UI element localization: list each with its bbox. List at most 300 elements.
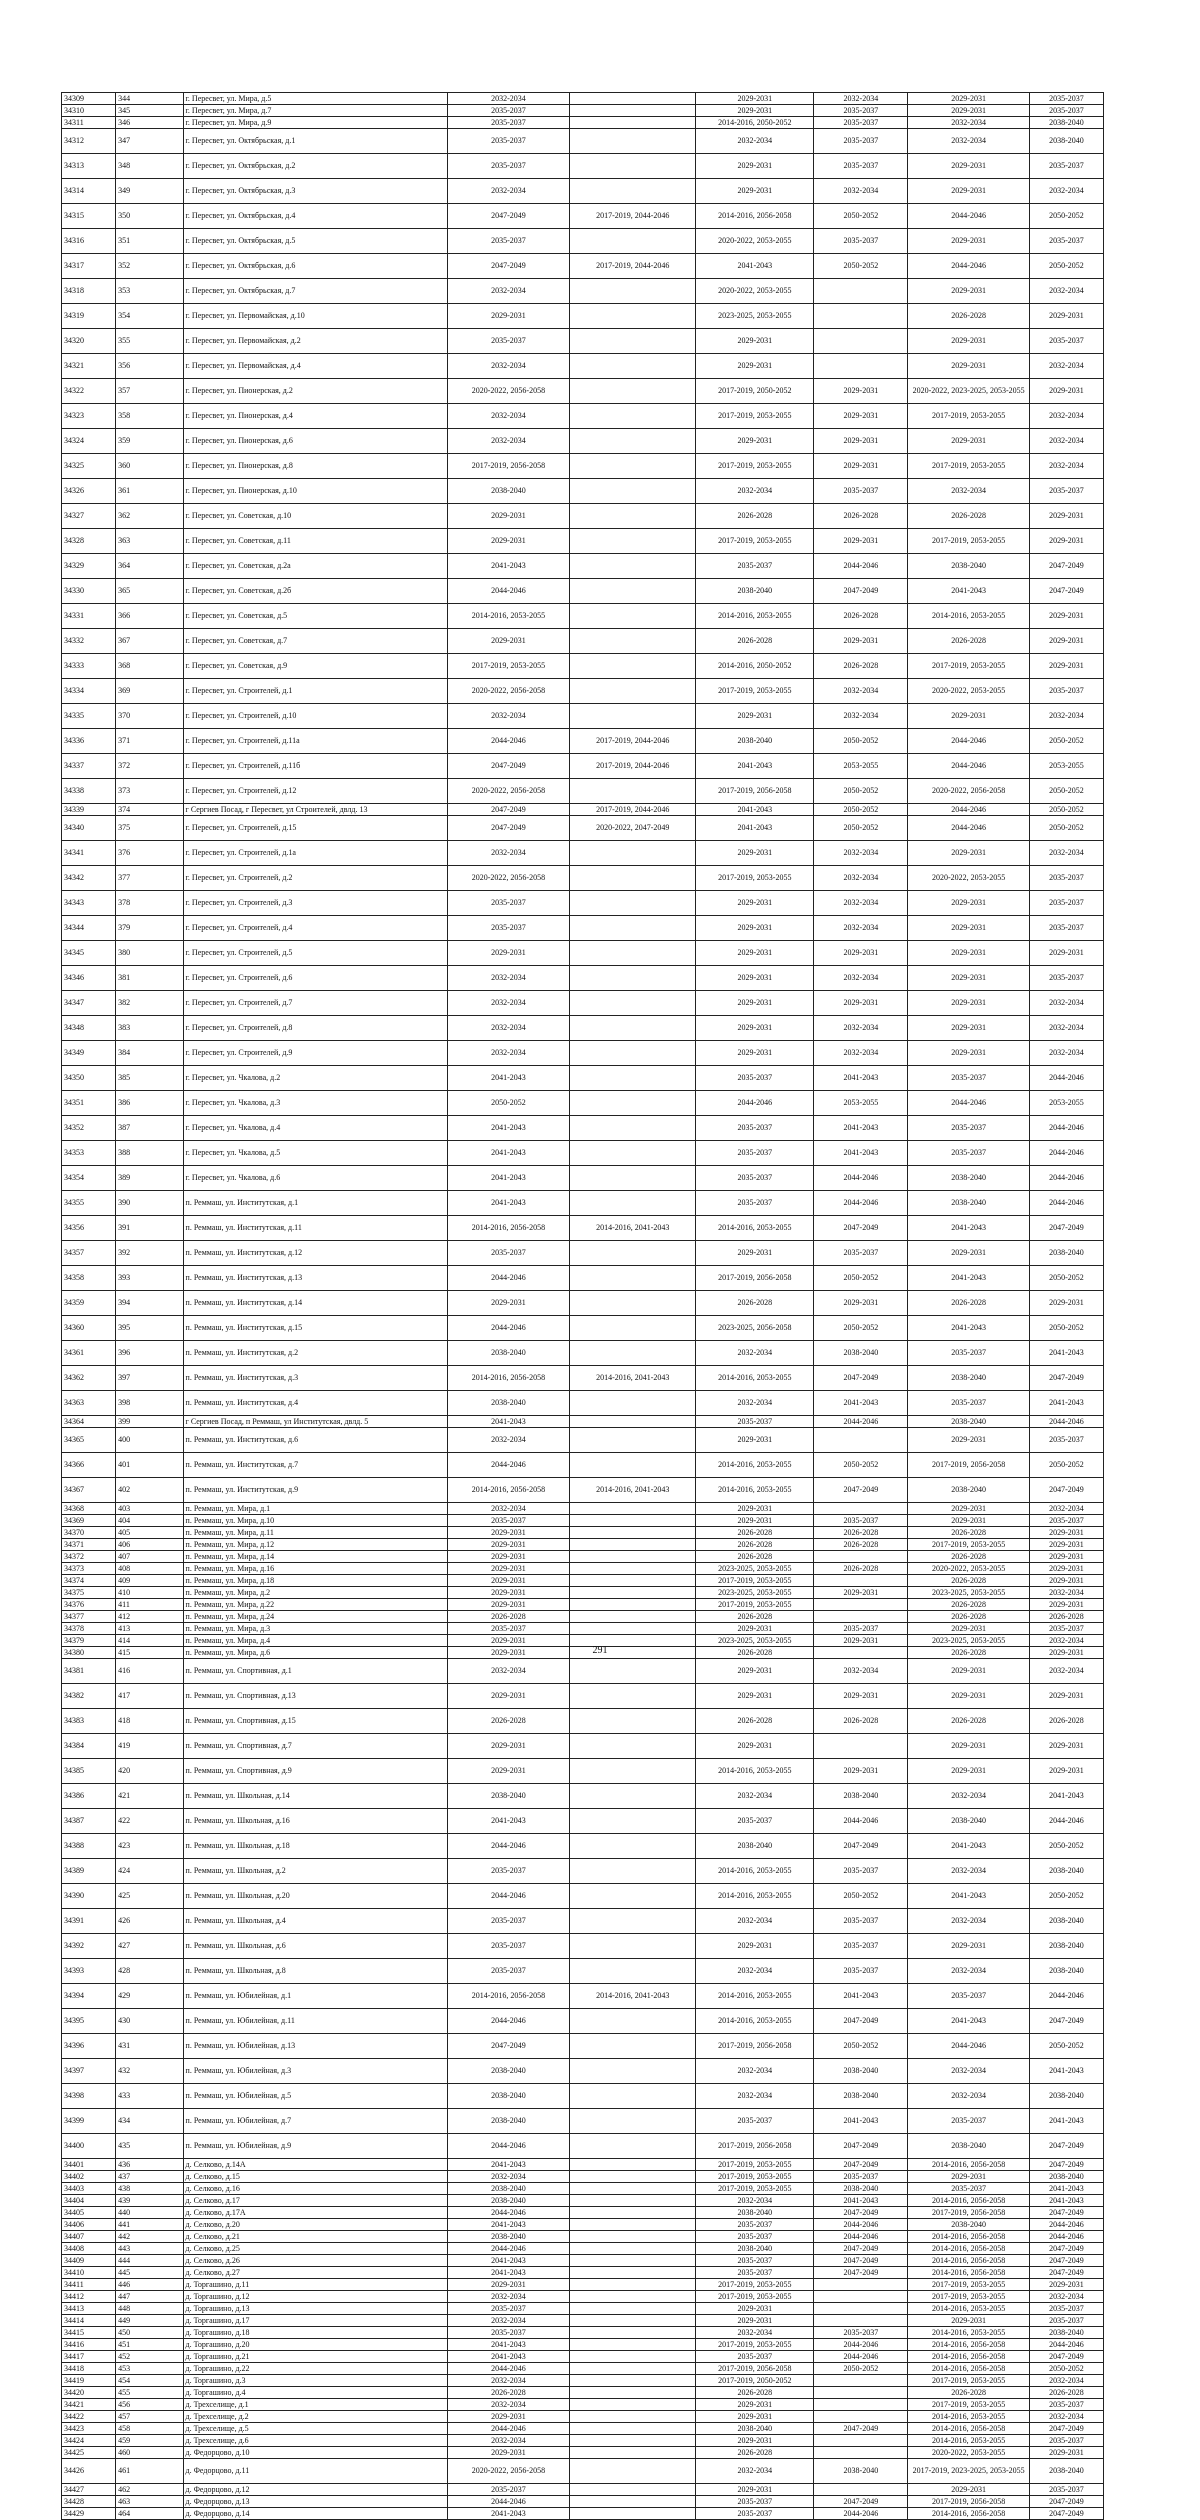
period-cell-2 [570, 154, 696, 179]
period-cell-6: 2047-2049 [1029, 1366, 1103, 1391]
address-cell: п. Реммаш, ул. Спортивная, д.9 [183, 1759, 447, 1784]
period-cell-4: 2050-2052 [814, 1266, 908, 1291]
row-number-cell: 429 [116, 1984, 183, 2009]
row-id-cell: 34427 [62, 2484, 116, 2496]
period-cell-4: 2029-2031 [814, 429, 908, 454]
period-cell-3: 2029-2031 [696, 991, 814, 1016]
row-number-cell: 352 [116, 254, 183, 279]
period-cell-5: 2029-2031 [908, 891, 1030, 916]
address-cell: п. Реммаш, ул. Школьная, д.6 [183, 1934, 447, 1959]
period-cell-5: 2026-2028 [908, 1527, 1030, 1539]
period-cell-6: 2035-2037 [1029, 2315, 1103, 2327]
row-id-cell: 34423 [62, 2423, 116, 2435]
period-cell-4: 2035-2037 [814, 1934, 908, 1959]
row-id-cell: 34419 [62, 2375, 116, 2387]
period-cell-1: 2035-2037 [447, 117, 570, 129]
period-cell-5: 2029-2031 [908, 991, 1030, 1016]
period-cell-4: 2038-2040 [814, 2459, 908, 2484]
period-cell-6: 2047-2049 [1029, 1478, 1103, 1503]
period-cell-6: 2047-2049 [1029, 1216, 1103, 1241]
period-cell-6: 2035-2037 [1029, 1623, 1103, 1635]
period-cell-3: 2029-2031 [696, 1934, 814, 1959]
period-cell-2 [570, 229, 696, 254]
period-cell-5: 2014-2016, 2053-2055 [908, 2327, 1030, 2339]
row-number-cell: 392 [116, 1241, 183, 1266]
address-cell: д. Торгашино, д.3 [183, 2375, 447, 2387]
row-id-cell: 34355 [62, 1191, 116, 1216]
row-id-cell: 34369 [62, 1515, 116, 1527]
row-number-cell: 432 [116, 2059, 183, 2084]
period-cell-6: 2035-2037 [1029, 866, 1103, 891]
period-cell-1: 2029-2031 [447, 1759, 570, 1784]
period-cell-3: 2017-2019, 2053-2055 [696, 679, 814, 704]
period-cell-2 [570, 529, 696, 554]
period-cell-5: 2044-2046 [908, 754, 1030, 779]
period-cell-2 [570, 654, 696, 679]
period-cell-4: 2047-2049 [814, 2267, 908, 2279]
row-number-cell: 434 [116, 2109, 183, 2134]
table-row [62, 991, 1104, 1016]
period-cell-1: 2032-2034 [447, 2375, 570, 2387]
row-number-cell: 355 [116, 329, 183, 354]
period-cell-5: 2038-2040 [908, 1809, 1030, 1834]
period-cell-4: 2044-2046 [814, 2339, 908, 2351]
period-cell-1: 2038-2040 [447, 2059, 570, 2084]
period-cell-1: 2032-2034 [447, 93, 570, 105]
period-cell-3: 2032-2034 [696, 2084, 814, 2109]
period-cell-2 [570, 1563, 696, 1575]
period-cell-1: 2038-2040 [447, 2195, 570, 2207]
row-id-cell: 34363 [62, 1391, 116, 1416]
period-cell-1: 2041-2043 [447, 1191, 570, 1216]
row-number-cell: 457 [116, 2411, 183, 2423]
period-cell-4: 2038-2040 [814, 2059, 908, 2084]
period-cell-5: 2035-2037 [908, 2109, 1030, 2134]
period-cell-3: 2029-2031 [696, 1241, 814, 1266]
period-cell-4: 2050-2052 [814, 1884, 908, 1909]
row-number-cell: 449 [116, 2315, 183, 2327]
row-number-cell: 365 [116, 579, 183, 604]
period-cell-2 [570, 579, 696, 604]
period-cell-3: 2029-2031 [696, 941, 814, 966]
table-row [62, 2159, 1104, 2171]
period-cell-5: 2029-2031 [908, 1934, 1030, 1959]
period-cell-1: 2044-2046 [447, 2207, 570, 2219]
period-cell-2 [570, 991, 696, 1016]
table-row [62, 1984, 1104, 2009]
period-cell-6: 2029-2031 [1029, 1551, 1103, 1563]
address-cell: г. Пересвет, ул. Чкалова, д.2 [183, 1066, 447, 1091]
row-id-cell: 34429 [62, 2508, 116, 2520]
period-cell-1: 2035-2037 [447, 105, 570, 117]
period-cell-3: 2029-2031 [696, 354, 814, 379]
period-cell-6: 2047-2049 [1029, 2134, 1103, 2159]
period-cell-3: 2041-2043 [696, 754, 814, 779]
period-cell-1: 2035-2037 [447, 129, 570, 154]
period-cell-1: 2026-2028 [447, 2387, 570, 2399]
period-cell-5: 2017-2019, 2053-2055 [908, 654, 1030, 679]
table-row [62, 941, 1104, 966]
period-cell-6: 2038-2040 [1029, 2459, 1103, 2484]
row-id-cell: 34414 [62, 2315, 116, 2327]
period-cell-4: 2047-2049 [814, 2207, 908, 2219]
period-cell-6: 2032-2034 [1029, 179, 1103, 204]
period-cell-6: 2041-2043 [1029, 1391, 1103, 1416]
address-cell: п. Реммаш, ул. Юбилейная, д.11 [183, 2009, 447, 2034]
period-cell-1: 2026-2028 [447, 1709, 570, 1734]
period-cell-5: 2038-2040 [908, 554, 1030, 579]
period-cell-4: 2050-2052 [814, 1316, 908, 1341]
period-cell-6: 2050-2052 [1029, 816, 1103, 841]
row-id-cell: 34338 [62, 779, 116, 804]
row-id-cell: 34350 [62, 1066, 116, 1091]
row-id-cell: 34420 [62, 2387, 116, 2399]
table-row [62, 654, 1104, 679]
row-number-cell: 368 [116, 654, 183, 679]
period-cell-2 [570, 2435, 696, 2447]
period-cell-1: 2032-2034 [447, 2399, 570, 2411]
address-cell: п. Реммаш, ул. Мира, д.1 [183, 1503, 447, 1515]
row-id-cell: 34418 [62, 2363, 116, 2375]
period-cell-4: 2035-2037 [814, 1623, 908, 1635]
period-cell-2 [570, 179, 696, 204]
period-cell-6: 2032-2034 [1029, 1016, 1103, 1041]
address-cell: п. Реммаш, ул. Мира, д.12 [183, 1539, 447, 1551]
period-cell-4: 2044-2046 [814, 1809, 908, 1834]
row-id-cell: 34396 [62, 2034, 116, 2059]
period-cell-2 [570, 1959, 696, 1984]
period-cell-3: 2038-2040 [696, 1834, 814, 1859]
row-number-cell: 387 [116, 1116, 183, 1141]
row-number-cell: 450 [116, 2327, 183, 2339]
table-row [62, 1527, 1104, 1539]
address-cell: г. Пересвет, ул. Строителей, д.5 [183, 941, 447, 966]
period-cell-5: 2029-2031 [908, 1515, 1030, 1527]
period-cell-4: 2032-2034 [814, 679, 908, 704]
address-cell: г. Пересвет, ул. Октябрьская, д.6 [183, 254, 447, 279]
row-number-cell: 428 [116, 1959, 183, 1984]
table-row [62, 579, 1104, 604]
period-cell-4: 2029-2031 [814, 1635, 908, 1647]
period-cell-1: 2047-2049 [447, 204, 570, 229]
period-cell-6: 2050-2052 [1029, 2363, 1103, 2375]
period-cell-3: 2029-2031 [696, 2484, 814, 2496]
period-cell-5: 2044-2046 [908, 804, 1030, 816]
address-cell: г. Пересвет, ул. Строителей, д.11а [183, 729, 447, 754]
period-cell-4: 2047-2049 [814, 1478, 908, 1503]
period-cell-6: 2050-2052 [1029, 2034, 1103, 2059]
row-id-cell: 34399 [62, 2109, 116, 2134]
period-cell-3: 2014-2016, 2056-2058 [696, 204, 814, 229]
row-id-cell: 34397 [62, 2059, 116, 2084]
period-cell-3: 2023-2025, 2053-2055 [696, 1635, 814, 1647]
period-cell-1: 2029-2031 [447, 1647, 570, 1659]
period-cell-1: 2032-2034 [447, 2315, 570, 2327]
address-cell: г. Пересвет, ул. Советская, д.2б [183, 579, 447, 604]
period-cell-2 [570, 1191, 696, 1216]
period-cell-5: 2017-2019, 2053-2055 [908, 454, 1030, 479]
period-cell-3: 2032-2034 [696, 1909, 814, 1934]
period-cell-4: 2050-2052 [814, 779, 908, 804]
period-cell-2 [570, 2084, 696, 2109]
row-id-cell: 34380 [62, 1647, 116, 1659]
period-cell-2 [570, 1116, 696, 1141]
period-cell-4: 2047-2049 [814, 2009, 908, 2034]
period-cell-4: 2029-2031 [814, 404, 908, 429]
period-cell-3: 2035-2037 [696, 1809, 814, 1834]
period-cell-3: 2014-2016, 2053-2055 [696, 1759, 814, 1784]
period-cell-2: 2014-2016, 2041-2043 [570, 1366, 696, 1391]
row-number-cell: 404 [116, 1515, 183, 1527]
period-cell-1: 2014-2016, 2056-2058 [447, 1478, 570, 1503]
period-cell-1: 2020-2022, 2056-2058 [447, 866, 570, 891]
table-row [62, 179, 1104, 204]
period-cell-1: 2035-2037 [447, 154, 570, 179]
row-number-cell: 383 [116, 1016, 183, 1041]
period-cell-2 [570, 504, 696, 529]
row-number-cell: 386 [116, 1091, 183, 1116]
period-cell-6: 2038-2040 [1029, 117, 1103, 129]
row-number-cell: 451 [116, 2339, 183, 2351]
period-cell-6: 2047-2049 [1029, 2423, 1103, 2435]
row-id-cell: 34398 [62, 2084, 116, 2109]
period-cell-2 [570, 2219, 696, 2231]
period-cell-4: 2050-2052 [814, 816, 908, 841]
row-id-cell: 34333 [62, 654, 116, 679]
period-cell-5: 2032-2034 [908, 1784, 1030, 1809]
row-number-cell: 367 [116, 629, 183, 654]
period-cell-6: 2035-2037 [1029, 891, 1103, 916]
period-cell-6: 2029-2031 [1029, 2447, 1103, 2459]
period-cell-4: 2050-2052 [814, 204, 908, 229]
period-cell-5: 2029-2031 [908, 1241, 1030, 1266]
table-row [62, 105, 1104, 117]
address-cell: п. Реммаш, ул. Школьная, д.4 [183, 1909, 447, 1934]
period-cell-5: 2014-2016, 2056-2058 [908, 2267, 1030, 2279]
period-cell-1: 2029-2031 [447, 1551, 570, 1563]
period-cell-5: 2017-2019, 2056-2058 [908, 2207, 1030, 2219]
row-id-cell: 34321 [62, 354, 116, 379]
period-cell-5: 2041-2043 [908, 2009, 1030, 2034]
address-cell: д. Селково, д.20 [183, 2219, 447, 2231]
period-cell-1: 2035-2037 [447, 1515, 570, 1527]
address-cell: п. Реммаш, ул. Школьная, д.16 [183, 1809, 447, 1834]
address-cell: г Сергиев Посад, п Реммаш, ул Институтская, двлд. 5 [183, 1416, 447, 1428]
address-cell: д. Селково, д.21 [183, 2231, 447, 2243]
period-cell-4: 2044-2046 [814, 1416, 908, 1428]
period-cell-2 [570, 941, 696, 966]
period-cell-5: 2029-2031 [908, 2484, 1030, 2496]
period-cell-6: 2032-2034 [1029, 1587, 1103, 1599]
period-cell-2 [570, 2399, 696, 2411]
row-id-cell: 34315 [62, 204, 116, 229]
period-cell-2 [570, 1141, 696, 1166]
period-cell-5: 2026-2028 [908, 1709, 1030, 1734]
period-cell-6: 2041-2043 [1029, 2109, 1103, 2134]
period-cell-6: 2029-2031 [1029, 941, 1103, 966]
period-cell-5: 2020-2022, 2053-2055 [908, 1563, 1030, 1575]
address-cell: г. Пересвет, ул. Октябрьская, д.5 [183, 229, 447, 254]
period-cell-5: 2017-2019, 2053-2055 [908, 404, 1030, 429]
period-cell-5: 2029-2031 [908, 354, 1030, 379]
period-cell-5: 2014-2016, 2056-2058 [908, 2363, 1030, 2375]
address-cell: г. Пересвет, ул. Мира, д.7 [183, 105, 447, 117]
table-row [62, 2267, 1104, 2279]
period-cell-4 [814, 2303, 908, 2315]
period-cell-1: 2047-2049 [447, 2034, 570, 2059]
address-cell: д. Селково, д.27 [183, 2267, 447, 2279]
period-cell-6: 2029-2031 [1029, 304, 1103, 329]
period-cell-2 [570, 866, 696, 891]
address-cell: г. Пересвет, ул. Советская, д.2а [183, 554, 447, 579]
row-id-cell: 34378 [62, 1623, 116, 1635]
period-cell-6: 2032-2034 [1029, 1659, 1103, 1684]
period-cell-1: 2035-2037 [447, 2327, 570, 2339]
period-cell-6: 2035-2037 [1029, 2399, 1103, 2411]
row-number-cell: 461 [116, 2459, 183, 2484]
period-cell-2 [570, 1575, 696, 1587]
period-cell-6: 2032-2034 [1029, 704, 1103, 729]
period-cell-1: 2029-2031 [447, 1635, 570, 1647]
period-cell-6: 2044-2046 [1029, 2231, 1103, 2243]
period-cell-1: 2014-2016, 2056-2058 [447, 1984, 570, 2009]
address-cell: г. Пересвет, ул. Октябрьская, д.3 [183, 179, 447, 204]
period-cell-5: 2032-2034 [908, 1859, 1030, 1884]
table-row [62, 1478, 1104, 1503]
address-cell: д. Селково, д.17 [183, 2195, 447, 2207]
period-cell-3: 2035-2037 [696, 1066, 814, 1091]
period-cell-2 [570, 1684, 696, 1709]
period-cell-3: 2029-2031 [696, 1041, 814, 1066]
period-cell-5: 2026-2028 [908, 1611, 1030, 1623]
capital-repair-schedule-table [61, 92, 1104, 2520]
row-number-cell: 409 [116, 1575, 183, 1587]
period-cell-6: 2050-2052 [1029, 804, 1103, 816]
period-cell-1: 2032-2034 [447, 354, 570, 379]
period-cell-1: 2035-2037 [447, 229, 570, 254]
table-row [62, 1734, 1104, 1759]
row-number-cell: 345 [116, 105, 183, 117]
table-row [62, 2351, 1104, 2363]
address-cell: п. Реммаш, ул. Юбилейная, д.3 [183, 2059, 447, 2084]
period-cell-1: 2014-2016, 2056-2058 [447, 1366, 570, 1391]
row-number-cell: 382 [116, 991, 183, 1016]
period-cell-6: 2032-2034 [1029, 1503, 1103, 1515]
row-id-cell: 34331 [62, 604, 116, 629]
period-cell-3: 2035-2037 [696, 1141, 814, 1166]
period-cell-2 [570, 129, 696, 154]
period-cell-1: 2044-2046 [447, 1316, 570, 1341]
period-cell-3: 2035-2037 [696, 2231, 814, 2243]
period-cell-1: 2029-2031 [447, 1527, 570, 1539]
table-row [62, 2255, 1104, 2267]
address-cell: г. Пересвет, ул. Чкалова, д.4 [183, 1116, 447, 1141]
period-cell-4 [814, 1599, 908, 1611]
address-cell: д. Торгашино, д.20 [183, 2339, 447, 2351]
row-id-cell: 34323 [62, 404, 116, 429]
period-cell-6: 2050-2052 [1029, 204, 1103, 229]
table-row [62, 1575, 1104, 1587]
period-cell-2 [570, 2109, 696, 2134]
period-cell-1: 2035-2037 [447, 329, 570, 354]
period-cell-1: 2020-2022, 2056-2058 [447, 379, 570, 404]
row-id-cell: 34385 [62, 1759, 116, 1784]
period-cell-6: 2029-2031 [1029, 1599, 1103, 1611]
row-number-cell: 412 [116, 1611, 183, 1623]
period-cell-5: 2038-2040 [908, 1416, 1030, 1428]
row-number-cell: 425 [116, 1884, 183, 1909]
address-cell: д. Селково, д.25 [183, 2243, 447, 2255]
period-cell-2 [570, 1066, 696, 1091]
period-cell-6: 2050-2052 [1029, 1453, 1103, 1478]
period-cell-5: 2029-2031 [908, 279, 1030, 304]
period-cell-1: 2041-2043 [447, 2219, 570, 2231]
period-cell-2 [570, 1416, 696, 1428]
table-row [62, 2411, 1104, 2423]
address-cell: п. Реммаш, ул. Мира, д.6 [183, 1647, 447, 1659]
period-cell-4: 2026-2028 [814, 604, 908, 629]
row-id-cell: 34348 [62, 1016, 116, 1041]
period-cell-5: 2044-2046 [908, 254, 1030, 279]
period-cell-2: 2020-2022, 2047-2049 [570, 816, 696, 841]
table-row [62, 2315, 1104, 2327]
period-cell-1: 2047-2049 [447, 754, 570, 779]
row-id-cell: 34411 [62, 2279, 116, 2291]
period-cell-2 [570, 1291, 696, 1316]
period-cell-6: 2035-2037 [1029, 105, 1103, 117]
row-number-cell: 459 [116, 2435, 183, 2447]
table-row [62, 1316, 1104, 1341]
row-id-cell: 34324 [62, 429, 116, 454]
period-cell-2: 2017-2019, 2044-2046 [570, 754, 696, 779]
address-cell: п. Реммаш, ул. Институтская, д.12 [183, 1241, 447, 1266]
period-cell-3: 2041-2043 [696, 804, 814, 816]
period-cell-5: 2044-2046 [908, 729, 1030, 754]
period-cell-2 [570, 2315, 696, 2327]
period-cell-3: 2017-2019, 2050-2052 [696, 2375, 814, 2387]
period-cell-2 [570, 1859, 696, 1884]
period-cell-6: 2050-2052 [1029, 1834, 1103, 1859]
table-row [62, 2134, 1104, 2159]
table-row [62, 429, 1104, 454]
table-row [62, 254, 1104, 279]
period-cell-1: 2032-2034 [447, 429, 570, 454]
period-cell-2 [570, 1453, 696, 1478]
period-cell-6: 2041-2043 [1029, 2195, 1103, 2207]
row-id-cell: 34337 [62, 754, 116, 779]
period-cell-2 [570, 1539, 696, 1551]
period-cell-3: 2023-2025, 2053-2055 [696, 1587, 814, 1599]
address-cell: г Сергиев Посад, г Пересвет, ул Строителей, двлд. 13 [183, 804, 447, 816]
address-cell: д. Селково, д.15 [183, 2171, 447, 2183]
row-number-cell: 357 [116, 379, 183, 404]
row-id-cell: 34401 [62, 2159, 116, 2171]
period-cell-2 [570, 304, 696, 329]
table-row [62, 841, 1104, 866]
period-cell-1: 2029-2031 [447, 941, 570, 966]
row-id-cell: 34353 [62, 1141, 116, 1166]
period-cell-2 [570, 2159, 696, 2171]
period-cell-6: 2035-2037 [1029, 1515, 1103, 1527]
table-row [62, 1709, 1104, 1734]
period-cell-1: 2044-2046 [447, 579, 570, 604]
address-cell: д. Торгашино, д.11 [183, 2279, 447, 2291]
table-row [62, 816, 1104, 841]
row-id-cell: 34375 [62, 1587, 116, 1599]
address-cell: п. Реммаш, ул. Мира, д.14 [183, 1551, 447, 1563]
address-cell: п. Реммаш, ул. Институтская, д.15 [183, 1316, 447, 1341]
address-cell: д. Торгашино, д.21 [183, 2351, 447, 2363]
